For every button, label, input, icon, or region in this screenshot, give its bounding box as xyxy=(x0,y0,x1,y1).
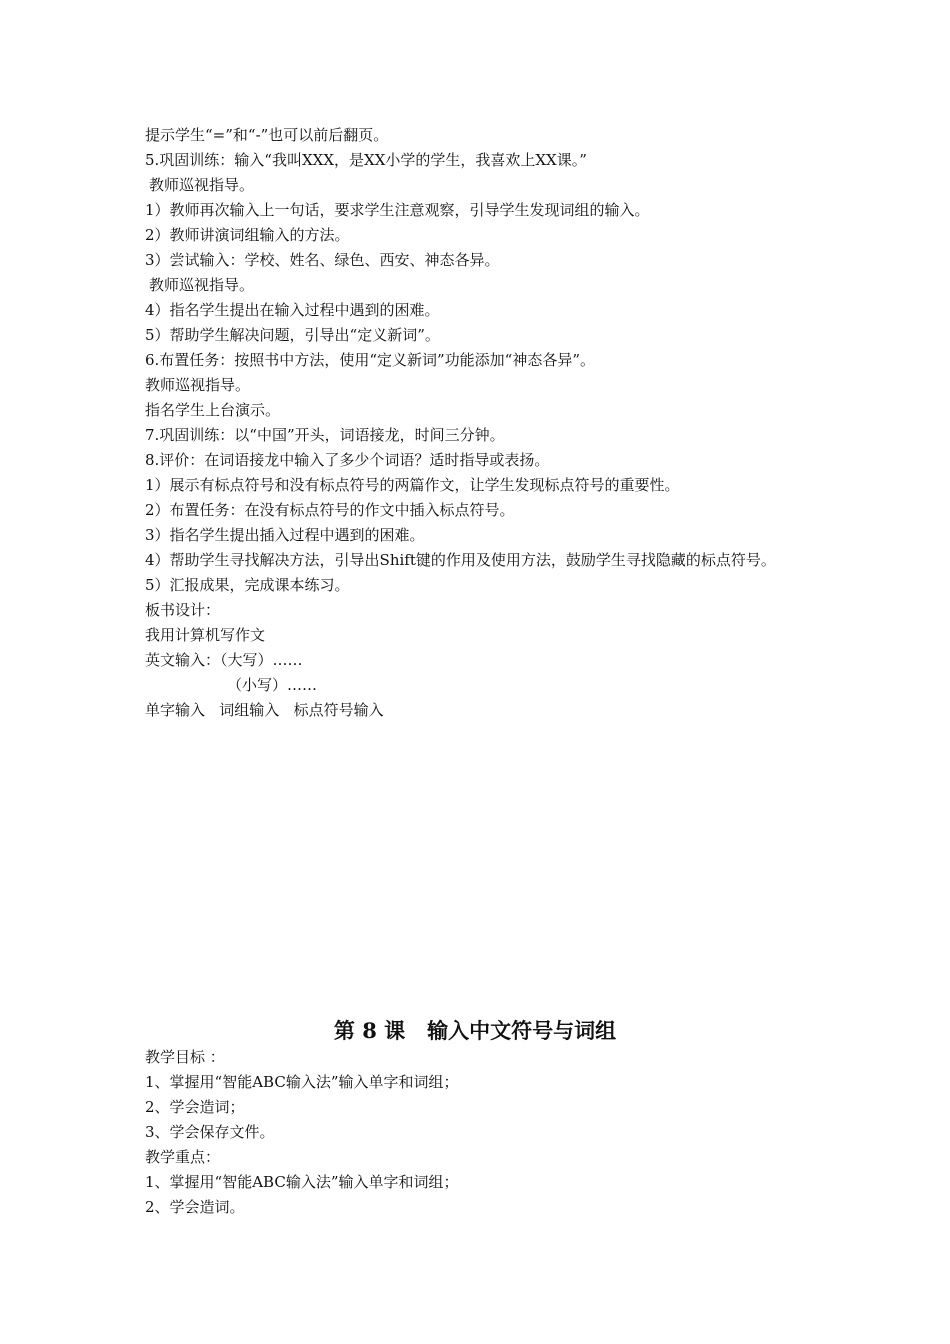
objectives-heading: 教学目标 ： xyxy=(145,1048,225,1066)
text-line: 6.布置任务：按照书中方法，使用“定义新词”功能添加“神态各异”。 xyxy=(145,351,595,369)
text-line: 3）尝试输入：学校、姓名、绿色、西安、神态各异。 xyxy=(145,251,500,269)
text-line: 5）帮助学生解决问题，引导出“定义新词”。 xyxy=(145,326,440,344)
text-line: 教师巡视指导。 xyxy=(149,176,255,194)
board-lowercase: （小写）…… xyxy=(227,676,318,694)
text-line: 4）指名学生提出在输入过程中遇到的困难。 xyxy=(145,301,440,319)
key-point-item: 1、掌握用“智能ABC输入法”输入单字和词组； xyxy=(145,1173,459,1191)
text-line: 2）布置任务：在没有标点符号的作文中插入标点符号。 xyxy=(145,501,515,519)
objective-item: 1、掌握用“智能ABC输入法”输入单字和词组； xyxy=(145,1073,459,1091)
text-line: 5）汇报成果，完成课本练习。 xyxy=(145,576,350,594)
text-paragraph: 4）帮助学生寻找解决方法，引导出Shift键的作用及使用方法，鼓励学生寻找隐藏的标点符号。 xyxy=(145,551,776,569)
text-line: 5.巩固训练：输入“我叫XXX，是XX小学的学生，我喜欢上XX课。” xyxy=(145,151,587,169)
text-line: 1）展示有标点符号和没有标点符号的两篇作文，让学生发现标点符号的重要性。 xyxy=(145,476,680,494)
board-title: 我用计算机写作文 xyxy=(145,626,266,644)
board-english-input: 英文输入：（大写）…… xyxy=(145,651,303,669)
text-line: 8.评价：在词语接龙中输入了多少个词语？适时指导或表扬。 xyxy=(145,451,550,469)
text-line: 1）教师再次输入上一句话，要求学生注意观察，引导学生发现词组的输入。 xyxy=(145,201,650,219)
text-line: 3）指名学生提出插入过程中遇到的困难。 xyxy=(145,526,425,544)
text-line: 7.巩固训练：以“中国”开头，词语接龙，时间三分钟。 xyxy=(145,426,505,444)
text-line: 提示学生“=”和“-”也可以前后翻页。 xyxy=(145,126,389,144)
lesson-title: 第 8 课 输入中文符号与词组 xyxy=(333,1018,617,1043)
text-line: 指名学生上台演示。 xyxy=(145,401,281,419)
text-line: 教师巡视指导。 xyxy=(145,376,251,394)
board-design-heading: 板书设计： xyxy=(145,601,221,619)
board-input-types: 单字输入 词组输入 标点符号输入 xyxy=(145,701,384,719)
text-line: 教师巡视指导。 xyxy=(149,276,255,294)
text-line: 2）教师讲演词组输入的方法。 xyxy=(145,226,350,244)
key-point-item: 2、学会造词。 xyxy=(145,1198,245,1216)
objective-item: 3、学会保存文件。 xyxy=(145,1123,275,1141)
objective-item: 2、学会造词； xyxy=(145,1098,245,1116)
lesson-procedure-section xyxy=(145,123,825,723)
teaching-objectives-section xyxy=(145,1045,825,1220)
key-points-heading: 教学重点： xyxy=(145,1148,221,1166)
